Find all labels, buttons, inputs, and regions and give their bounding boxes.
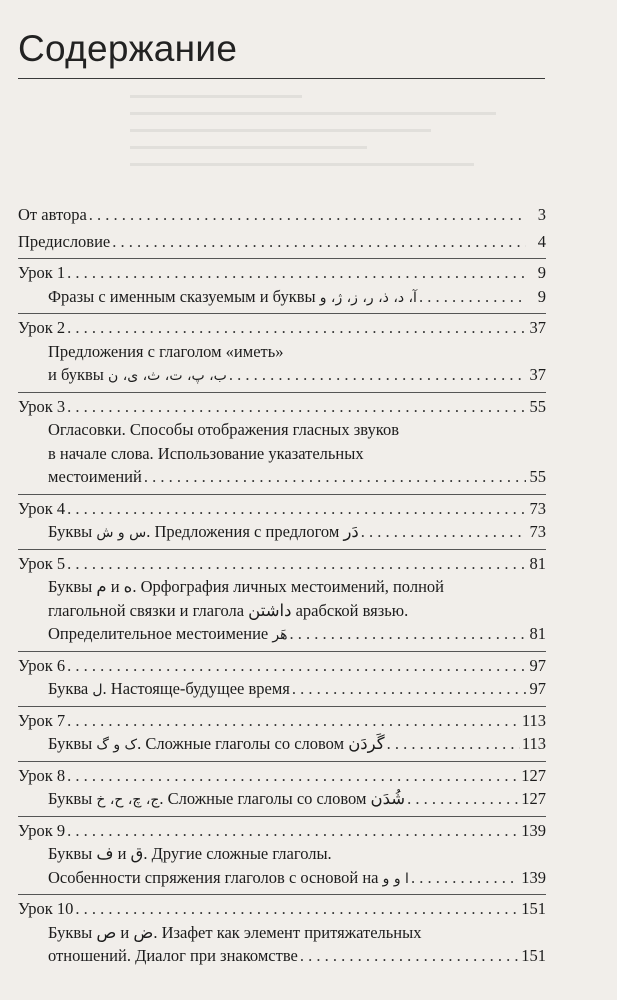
arabic-letters: هَر: [272, 627, 288, 643]
toc-topic-line: Буквы م и ه. Орфография личных местоимений, полной: [48, 577, 444, 596]
toc-topic-text: [48, 677, 290, 703]
toc-topic-text: [48, 622, 287, 648]
toc-topic-text: [48, 787, 405, 813]
page-number: 3: [537, 205, 546, 224]
page-number: 113: [521, 734, 546, 753]
lesson-title: Урок 7: [18, 710, 66, 730]
dot-leader: [67, 819, 519, 843]
lesson-title: Урок 10: [18, 899, 74, 918]
toc-line: [18, 520, 546, 544]
toc-lesson-entry[interactable]: [18, 816, 546, 843]
dot-leader: [67, 764, 519, 788]
lesson-title: Урок 2: [18, 318, 66, 337]
toc-text-after: . Сложные глаголы со словом شُدَن: [159, 789, 406, 808]
toc-topic-line: глагольной связки и глагола داشتن арабской вязью.: [48, 600, 409, 620]
toc-text-after: . Сложные глаголы со словом گَردَن: [137, 734, 385, 753]
toc-topic-entry[interactable]: [18, 418, 546, 489]
lesson-title: Урок 5: [18, 553, 66, 573]
arabic-letters: آ، د، ذ، ر، ز، ژ، و: [319, 289, 417, 306]
toc-line: [18, 552, 546, 576]
toc-topic-line: Предложения с глаголом «иметь»: [48, 341, 284, 361]
page-number: 37: [529, 318, 546, 337]
page-number: 73: [529, 522, 546, 541]
toc-front-entry[interactable]: [18, 203, 546, 227]
section-title: От автора: [18, 205, 87, 224]
lesson-title: Урок 3: [18, 396, 66, 416]
dot-leader: [300, 944, 519, 968]
toc-text-before: Особенности спряжения глаголов с основой на: [48, 867, 383, 887]
toc-line: [18, 732, 546, 756]
toc-front-entry[interactable]: [18, 230, 546, 254]
lesson-title: Урок 9: [18, 820, 66, 840]
toc-topic-text: [48, 866, 409, 892]
arabic-letters: ج، چ، ح، خ: [96, 792, 160, 808]
toc-line: [18, 709, 546, 733]
dot-leader: [89, 203, 526, 227]
lesson-title: Урок 8: [18, 765, 66, 785]
page-number: 139: [521, 820, 546, 840]
page-title: Содержание: [18, 28, 238, 69]
toc-topic-line: Буквы ف и ق. Другие сложные глаголы.: [48, 844, 332, 863]
toc-lesson-entry[interactable]: [18, 651, 546, 678]
toc-topic-text: [48, 520, 359, 546]
toc-line: [18, 944, 546, 968]
title-rule: [18, 78, 545, 79]
toc-text-before: и буквы: [48, 365, 108, 384]
arabic-letters: س و ش: [96, 525, 147, 541]
toc-line: [18, 316, 546, 340]
page-number: 9: [537, 286, 546, 306]
dot-leader: [411, 866, 519, 890]
toc-line: [18, 395, 546, 419]
toc-line: [18, 787, 546, 811]
toc-topic-text: [48, 465, 142, 489]
dot-leader: [361, 520, 526, 544]
toc-line: [18, 622, 546, 646]
toc-lesson-entry[interactable]: [18, 494, 546, 521]
lesson-title: Урок 4: [18, 498, 66, 518]
toc-text-before: Буквы: [48, 734, 97, 753]
arabic-letters: ا و و: [382, 870, 409, 887]
toc-topic-entry[interactable]: [18, 677, 546, 701]
toc-topic-line: Огласовки. Способы отображения гласных звуков: [48, 420, 399, 439]
arabic-letters: ب، پ، ت، ث، ی، ن: [108, 368, 227, 384]
page-number: 4: [537, 231, 546, 251]
table-of-contents: [18, 203, 546, 968]
page-number: 55: [529, 396, 546, 416]
page-number: 9: [537, 263, 546, 282]
dot-leader: [407, 787, 519, 811]
page-number: 151: [521, 946, 546, 965]
toc-line: [18, 363, 546, 387]
dot-leader: [144, 465, 526, 489]
toc-text-before: Определительное местоимение: [48, 624, 273, 643]
dot-leader: [67, 497, 526, 521]
toc-line: [18, 261, 546, 285]
page-number: 55: [529, 467, 546, 486]
dot-leader: [229, 363, 526, 387]
toc-topic-line: в начале слова. Использование указательных: [48, 443, 364, 463]
page-number: 127: [521, 789, 546, 808]
dot-leader: [67, 316, 526, 340]
toc-topic-text: [48, 944, 298, 968]
toc-topic-entry[interactable]: [18, 340, 546, 387]
toc-line: [18, 764, 546, 788]
toc-topic-entry[interactable]: [18, 575, 546, 646]
toc-lesson-entry[interactable]: [18, 313, 546, 340]
toc-topic-text: [48, 363, 227, 389]
toc-topic-entry[interactable]: [18, 732, 546, 756]
toc-text-before: отношений. Диалог при знакомстве: [48, 946, 298, 965]
toc-line: [18, 465, 546, 489]
page-number: 97: [529, 679, 546, 698]
toc-lesson-entry[interactable]: [18, 258, 546, 285]
toc-topic-text: [48, 285, 417, 311]
toc-text-after: . Предложения с предлогом دَر: [146, 522, 359, 541]
toc-topic-text: [48, 732, 385, 758]
toc-text-before: Буквы: [48, 789, 97, 808]
toc-line: [18, 819, 546, 843]
dot-leader: [112, 230, 526, 254]
lesson-title: Урок 1: [18, 263, 66, 282]
toc-text-before: Буквы: [48, 522, 97, 541]
toc-lesson-entry[interactable]: [18, 549, 546, 576]
page-number: 113: [521, 710, 546, 730]
section-title: Предисловие: [18, 231, 111, 251]
page-number: 97: [529, 655, 546, 675]
dot-leader: [292, 677, 526, 701]
page-number: 151: [521, 899, 546, 918]
dot-leader: [67, 395, 526, 419]
page-number: 127: [521, 765, 546, 785]
toc-text-before: Фразы с именным сказуемым и буквы: [48, 286, 320, 306]
toc-line: [18, 230, 546, 254]
toc-lesson-entry[interactable]: [18, 706, 546, 733]
dot-leader: [67, 654, 526, 678]
toc-line: [18, 654, 546, 678]
lesson-title: Урок 6: [18, 655, 66, 675]
toc-text-before: местоимений: [48, 467, 142, 486]
toc-lesson-entry[interactable]: [18, 761, 546, 788]
toc-line: [18, 497, 546, 521]
toc-line: [18, 897, 546, 921]
toc-topic-entry[interactable]: [18, 842, 546, 889]
toc-topic-entry[interactable]: [18, 285, 546, 309]
toc-topic-entry[interactable]: [18, 921, 546, 968]
toc-lesson-entry[interactable]: [18, 392, 546, 419]
page-number: 81: [529, 624, 546, 643]
dot-leader: [387, 732, 520, 756]
dot-leader: [67, 709, 520, 733]
toc-line: [18, 203, 546, 227]
dot-leader: [67, 261, 526, 285]
dot-leader: [419, 285, 526, 309]
dot-leader: [67, 552, 526, 576]
toc-lesson-entry[interactable]: [18, 894, 546, 921]
dot-leader: [75, 897, 519, 921]
toc-line: [18, 285, 546, 309]
toc-topic-entry[interactable]: [18, 520, 546, 544]
toc-text-after: . Настояще-будущее время: [102, 679, 290, 698]
page-number: 139: [521, 867, 546, 887]
page-number: 81: [529, 553, 546, 573]
arabic-letters: ک و گ: [96, 737, 138, 753]
toc-line: [18, 677, 546, 701]
toc-line: [18, 866, 546, 890]
page-number: 73: [529, 498, 546, 518]
dot-leader: [289, 622, 526, 646]
arabic-letters: ل: [92, 682, 103, 698]
toc-text-before: Буква: [48, 679, 93, 698]
toc-topic-entry[interactable]: [18, 787, 546, 811]
toc-topic-line: Буквы ص и ض. Изафет как элемент притяжательных: [48, 922, 422, 942]
page-number: 37: [529, 365, 546, 384]
